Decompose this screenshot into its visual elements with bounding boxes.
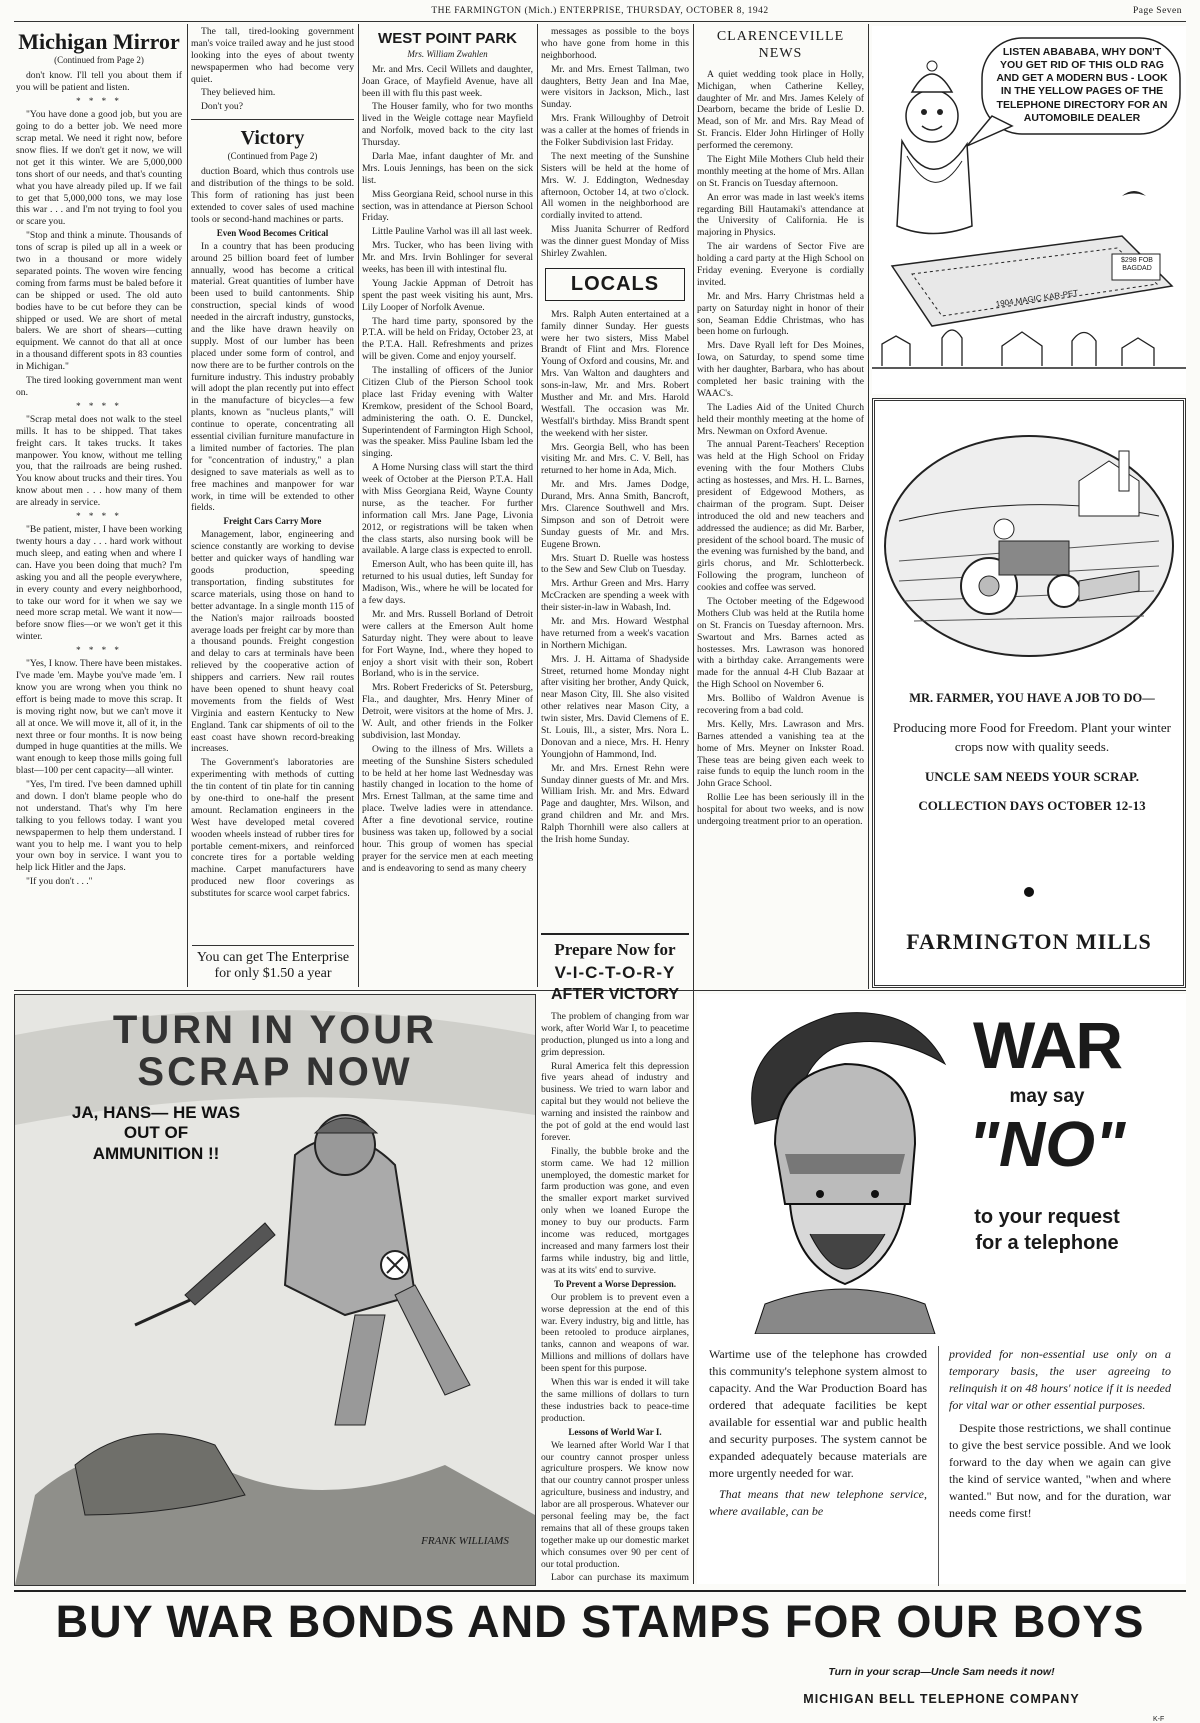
paragraph: The air wardens of Sector Five are holding a card party at the High School on Friday evening. Everyone is cordially invited.	[697, 241, 864, 288]
scrap-slogan: Turn in your scrap—Uncle Sam needs it now!	[828, 1666, 1055, 1678]
paragraph: The hard time party, sponsored by the P.T.A. will be held on Friday, October 23, at the P.T.A. Hall. Refreshments and prizes will be given. Come and enjoy yourself.	[362, 315, 533, 363]
paragraph: They believed him.	[201, 87, 276, 99]
paragraph: The Ladies Aid of the United Church held their monthly meeting at the home of Mrs. Newman on Oxford Avenue.	[697, 401, 864, 437]
bell-right-italic: provided for non-essential use only on a temporary basis, the user agreeing to relinquish it on 48 hours' notice if it is needed for vital war or other essential purposes.	[949, 1347, 1171, 1413]
bell-left-text: Wartime use of the telephone has crowded this community's telephone system almost to capacity. And the War Production Board has ordered that adequate facilities be kept available for essential war and public health and security purposes. The system cannot be expanded adequately because materials are more urgently needed for war.	[709, 1347, 927, 1481]
column-rule	[537, 24, 538, 987]
paragraph: "Yes, I'm tired. I've been damned uphill and down. I don't blame people who do not understand. That's why I'm here talking to you fellows today. I want you newspapermen to help them understand. I want you to help me. I want you to help your own boy in service. I want you to help lick Hitler and the Japs.	[16, 779, 182, 874]
farmington-mills-ad	[872, 398, 1186, 988]
paragraph: "Stop and think a minute. Thousands of tons of scrap is piled up all in a week or two in a thousand or more widely separated points. The woven wire fencing coming from farms must be baled before it can be shipped or used. The old auto bodies have to be cut before they can be shipped or used. We are short of metal balers. We are short of shears—cutting equipment. We cannot do that all at once in a thousand different spots in 83 counties in Michigan."	[16, 230, 182, 373]
may-say-text: may say	[1009, 1086, 1085, 1107]
news-and-locals-column	[541, 26, 689, 926]
masthead-rule	[14, 21, 1186, 22]
paragraph: Mr. and Mrs. James Dodge, Durand, Mrs. Anna Smith, Bancroft, Mrs. Clarence Southwell and Mrs. Simpson and son of Detroit were Sunday guests of Mr. and Mrs. Eugene Brown.	[541, 479, 689, 550]
column-rule	[693, 24, 694, 1584]
paragraph: "You have done a good job, but you are going to do a better job. We need more scrap metal. We need it right now, before snow flies. If we don't get it now, we will not get it this winter. We are 5,000,000 tons short of our needs, and that's counting what you have already piled up. If we fail to get that 5,000,000 tons, we may lose this war . . . and I'm not trying to fool you or scare you.	[16, 109, 182, 228]
paragraph: don't know. I'll tell you about them if you will be patient and listen.	[16, 70, 182, 94]
mills-line-1: MR. FARMER, YOU HAVE A JOB TO DO—	[909, 691, 1155, 705]
paragraph: The tired looking government man went on.	[16, 374, 182, 398]
masthead	[0, 6, 1200, 22]
bell-right-text: Despite those restrictions, we shall continue to give the best service possible. And we look forward to the day when we again can give the kind of service wanted, "when and where wanted." But now, and for the duration, war needs come first!	[949, 1421, 1171, 1521]
paragraph: The installing of officers of the Junior Citizen Club of the Pierson School took place last Friday evening with Walter Kremkow, president of the School Board, administering the oath. O. E. Dunckel, Superintendent of Farmington High School, was the speaker. Miss Pauline Isbam led the singing.	[362, 365, 533, 460]
subheading: Even Wood Becomes Critical	[216, 227, 329, 238]
paragraph: A quiet wedding took place in Holly, Michigan, when Catherine Kelley, daughter of Mr. and Mrs. James Kelely of Dearborn, became the bride of Leslie D. Mead, son of Mr. and Mrs. Ray Mead of St. Francis. Elder John Hirlinger of Holly performed the ceremony.	[697, 68, 864, 152]
separator: * * * *	[76, 400, 122, 411]
locals-heading: LOCALS	[570, 272, 660, 295]
mills-ad-copy	[887, 689, 1177, 816]
paragraph: The October meeting of the Edgewood Mothers Club was held at the Rutila home on St. Francis on Tuesday afternoon. Mrs. Swartout and Mrs. Barnes acted as hostesses. Mrs. Lawrason was honored with a birthday cake. Arrangements were made for the annual 4-H Club Bazaar at the High School on November 6.	[697, 596, 864, 691]
cartoon-caption: JA, HANS— HE WAS OUT OF AMMUNITION !!	[71, 1103, 241, 1163]
telephone-directory-ad	[872, 26, 1186, 394]
prepare-now-article	[541, 933, 689, 1583]
subheading: Lessons of World War I.	[568, 1426, 662, 1437]
paragraph: A Home Nursing class will start the third week of October at the Pierson P.T.A. Hall with Miss Georgiana Reid, Wayne County nurse, as the teacher. For further information call Mrs. Jane Page, Livonia 2012, or registrations will be taken when the class starts, also nursing book will be available. A large class is expected to enroll.	[362, 462, 533, 557]
paragraph: Mrs. Kelly, Mrs. Lawrason and Mrs. Barnes attended a vanishing tea at the home of Mrs. Meyner on Inkster Road. These teas are being given each week to raise funds to equip the lunch room in the John Grace School.	[697, 718, 864, 790]
byline: Mrs. William Zwahlen	[407, 48, 488, 59]
paragraph: Management, labor, engineering and science constantly are working to devise better and quicker ways of handling war goods production, speeding transportation, finding substitutes for scarce materials, using those on hand to better advantage. In a single month 115 of the Nation's major railroads boosted average loads per freight car by more than a thousand pounds. Freight congestion and delay to cars at terminals have been relieved by the cooperative action of shippers and carriers. New rail routes have been opened to shunt heavy coal movements from the fields of West Virginia and eastern Kentucky to New England. Tank car shipments of oil to the east coast have shown record-breaking increases.	[191, 529, 354, 755]
paragraph: Miss Juanita Schurrer of Redford was the dinner guest Monday of Miss Shirley Zwahlen.	[541, 224, 689, 260]
paragraph: Finally, the bubble broke and the storm came. We had 12 million unemployed, the domestic market for farm production was gone, and even the smaller export market survived only when we loaned Europe the money to buy our products. Farm income was reduced, mortgages increased and many farmers lost their farms while industry, big and little, was at its wits' end to survive.	[541, 1145, 689, 1276]
paragraph: Labor can purchase its maximum	[551, 1572, 689, 1583]
paragraph: Don't you?	[201, 101, 243, 113]
paragraph: Mrs. Dave Ryall left for Des Moines, Iowa, on Saturday, to spend some time with her daughter, Barbara, who has about completed her basic training with the WAAC's.	[697, 340, 864, 399]
column-rule	[187, 24, 188, 987]
column-heading: CLARENCEVILLE NEWS	[716, 29, 845, 62]
company-name: MICHIGAN BELL TELEPHONE COMPANY	[803, 1692, 1080, 1706]
paragraph: Mrs. Bollibo of Waldron Avenue is recovering from a bad cold.	[697, 693, 864, 717]
carpet-label: 1904 MAGIC KAR-PET	[995, 288, 1079, 309]
paragraph: "Be patient, mister, I have been working twenty hours a day . . . hard work without much sleep, and eating when and where I can. Have you been doing that much? I'm asking you and all the people everywhere, in every county and every neighborhood, to take our word for it when we say we need more scrap metal. We want it now—before snow flies—or we won't get it this winter.	[16, 524, 182, 643]
paragraph: An error was made in last week's items regarding Bill Hautamaki's attendance at the University of California. He is majoring in Physics.	[697, 191, 864, 239]
paragraph: messages as possible to the boys who have gone from home in this neighborhood.	[541, 26, 689, 61]
paragraph: Mrs. Georgia Bell, who has been visiting Mr. and Mrs. C. V. Bell, has returned to her home in Ada, Mich.	[541, 441, 689, 477]
paragraph: Mrs. Robert Fredericks of St. Petersburg, Fla., and daughter, Mrs. Henry Miner of Detroit, were visitors at the home of Mrs. J. W. Ault, and other friends in the Folker subdivision, last Monday.	[362, 682, 533, 741]
bell-ad-left-column	[709, 1346, 927, 1520]
separator: * * * *	[76, 645, 122, 656]
paragraph: The problem of changing from war work, after World War I, to peacetime production, plunged us into a long and grim depression.	[541, 1010, 689, 1058]
paragraph: The tall, tired-looking government man's voice trailed away and he just stood looking into the eyes of about twenty newspapermen who had become very quiet.	[191, 26, 354, 85]
request-line-2: for a telephone	[975, 1232, 1119, 1254]
war-heading: WAR	[973, 1008, 1121, 1082]
paragraph: Mr. and Mrs. Russell Borland of Detroit were callers at the Emerson Ault home Saturday night. They were about to leave for Fort Wayne, Ind., where they hoped to enjoy a short visit with their son, Robert Borland, who is in the service.	[362, 608, 533, 680]
continued-note: (Continued from Page 2)	[54, 55, 144, 66]
paragraph: Mrs. J. H. Aittama of Shadyside Street, returned home Monday night after visiting her brother, Andy Quick, near Mason City, Ill. She also visited other relatives near Mason City, a twin sister, Mrs. David Clemens of E. St. Louis, Ill., a sister, Mrs. Nora L. Donovan and a niece, Mrs. H. Henry Youngjohn of Hammond, Ind.	[541, 653, 689, 760]
clarenceville-news-column	[697, 26, 864, 986]
paragraph: The Eight Mile Mothers Club held their monthly meeting at the home of Mrs. Allan on St. Francis on Tuesday afternoon.	[697, 153, 864, 189]
prepare-heading-3: AFTER VICTORY	[550, 986, 679, 1004]
paragraph: Mr. and Mrs. Ernest Rehn were Sunday dinner guests of Mr. and Mrs. William Irish. Mr. and Mrs. Edward Page and daughter, Mrs. Wilson, and grand children and Mr. and Mrs. Ralph Thornhill were also callers at the Irish home Sunday.	[541, 762, 689, 846]
scrap-cartoon	[14, 994, 536, 1586]
prepare-heading-1: Prepare Now for	[554, 940, 676, 959]
west-point-park-column	[362, 26, 533, 986]
paragraph: Young Jackie Appman of Detroit has spent the past week visiting his aunt, Mrs. Lily Looper of Norfolk Avenue.	[362, 277, 533, 313]
mills-line-2: Producing more Food for Freedom. Plant your winter crops now with quality seeds.	[892, 719, 1171, 755]
ad-code: K-F	[1153, 1716, 1165, 1723]
paragraph: Mr. and Mrs. Ernest Tallman, two daughters, Betty Jean and Ina Mae, were visitors in Jackson, Mich., last Sunday.	[541, 63, 689, 111]
war-bonds-banner: BUY WAR BONDS AND STAMPS FOR OUR BOYS	[55, 1596, 1145, 1647]
speech-bubble-text: LISTEN ABABABA, WHY DON'T YOU GET RID OF THIS OLD RAG AND GET A MODERN BUS - LOOK IN THE YELLOW PAGES OF THE TELEPHONE DIRECTORY FOR AN AUTOMOBILE DEALER	[996, 46, 1168, 124]
mills-line-4: COLLECTION DAYS OCTOBER 12-13	[918, 798, 1146, 814]
paragraph: Emerson Ault, who has been quite ill, has returned to his usual duties, left Sunday for Madison, Wis., where he will be located for a few days.	[362, 559, 533, 607]
bell-column-rule	[938, 1346, 939, 1586]
request-line-1: to your request	[974, 1206, 1120, 1228]
locals-banner	[545, 268, 685, 301]
paragraph: Mrs. Arthur Green and Mrs. Harry McCracken are spending a week with their sister-in-law in Wabash, Ind.	[541, 578, 689, 614]
masthead-title: THE FARMINGTON (Mich.) ENTERPRISE, THURSDAY, OCTOBER 8, 1942	[431, 6, 769, 16]
paragraph: "Scrap metal does not walk to the steel mills. It has to be shipped. That takes freight cars. It takes trucks. It takes manpower. You know, without me telling you, that the railroads are being rushed. You know about trucks and their tires. You know about men . . . how many of them are already in service.	[16, 413, 182, 509]
article-heading: Michigan Mirror	[18, 29, 180, 54]
paragraph: Owing to the illness of Mrs. Willets a meeting of the Sunshine Sisters scheduled to be held at her home last Wednesday was hastily changed in location to the home of Mrs. Ernest Tallman, at the same time and place. Twelve ladies were in attendance. After a fine devotional service, routine business was taken up, followed by a social hour. This group of women has special prayer for the service men at each meeting and is endeavoring to send as many cheery	[362, 743, 533, 874]
paragraph: "Yes, I know. There have been mistakes. I've made 'em. Maybe you've made 'em. I know you are wrong when you think no effort is being made to move this scrap. It is moving right now, but we can't move it all at once. We will move it, all of it, in the next three or four months. It is now being dumped in huge quantities at the mills. We want enough to keep those mills going full blast—100 per cent capacity—all winter.	[16, 658, 182, 777]
article-heading: Victory	[240, 127, 305, 150]
paragraph: Rural America felt this depression five years ahead of industry and business. We tried to warn labor and capital but they would not believe the warning and insisted the rainbow and the pot of gold at the end would last forever.	[541, 1060, 689, 1143]
paragraph: duction Board, which thus controls use and distribution of the things to be sold. This form of rationing has just been extended to cover sales of used machine tools or second-hand machines or parts.	[191, 166, 354, 225]
paragraph: Mrs. Ralph Auten entertained at a family dinner Sunday. Her guests were her two sisters, Miss Mabel Brandt of Flint and Mrs. Florence Young of Oxford and cousins, Mr. and Mrs. Van Walton and daughters and sons-in-law, Mr. and Mrs. Robert Musther and Mr. and Mrs. Harold Westfall. The occasion was Mr. Westfall's birthday. Miss Brandt spent the weekend with her sister.	[541, 308, 689, 439]
divider	[191, 119, 354, 120]
paragraph: "If you don't . . ."	[26, 876, 93, 888]
paragraph: Rollie Lee has been seriously ill in the hospital for about two weeks, and is now undergoing treatment prior to an operation.	[697, 792, 864, 828]
column-rule	[358, 24, 359, 987]
subheading: To Prevent a Worse Depression.	[554, 1278, 676, 1289]
column-heading: WEST POINT PARK	[378, 30, 517, 47]
footer-rule	[14, 1590, 1186, 1592]
subscription-promo: You can get The Enterprise for only $1.50 a year	[192, 945, 354, 982]
page-number: Page Seven	[1132, 6, 1182, 16]
paragraph: The next meeting of the Sunshine Sisters will be held at the home of Mrs. W. J. Eddington, Wednesday afternoon, October 14, at two o'clock. All women in the neighborhood are cordially invited to attend.	[541, 150, 689, 222]
paragraph: Our problem is to prevent even a worse depression at the end of this war. Every industry, big and little, has been retooled to produce airplanes, tanks, cannon and weapons of war. Millions and millions of dollars have been spent for this purpose.	[541, 1291, 689, 1375]
paragraph: Mrs. Stuart D. Ruelle was hostess to the Sew and Sew Club on Tuesday.	[541, 552, 689, 576]
cartoon-signature: FRANK WILLIAMS	[421, 1535, 509, 1547]
bell-left-italic: That means that new telephone service, where available, can be	[709, 1487, 927, 1519]
mills-line-3: UNCLE SAM NEEDS YOUR SCRAP.	[925, 768, 1139, 784]
paragraph: We learned after World War I that our country cannot prosper unless agriculture prospers. We know now that our country cannot prosper unless agriculture, business and industry, and labor are all prosperous. Whatever our personal feeling may be, the fact remains that all of these groups taken together make up our domestic market which consumes over 90 per cent of our total production.	[541, 1439, 689, 1570]
price-tag: $298 FOB BAGDAD	[1121, 257, 1153, 272]
paragraph: Miss Georgiana Reid, school nurse in this section, was in attendance at Pierson School Friday.	[362, 188, 533, 224]
bell-ad-right-column	[949, 1346, 1171, 1522]
paragraph: When this war is ended it will take the same millions of dollars to turn these industries back to peace-time production.	[541, 1376, 689, 1424]
tractor-illustration	[879, 421, 1179, 671]
michigan-bell-ad	[697, 994, 1186, 1723]
victory-article	[191, 26, 354, 986]
michigan-mirror-article	[16, 26, 182, 986]
mills-name: FARMINGTON MILLS	[906, 929, 1152, 954]
separator: * * * *	[76, 511, 122, 522]
paragraph: Mr. and Mrs. Howard Westphal have returned from a week's vacation in Northern Michigan.	[541, 615, 689, 651]
paragraph: The annual Parent-Teachers' Reception was held at the High School on Friday evening with the four Mothers Clubs acting as hostesses, and Mrs. H. L. Barnes, president of Edgewood Mothers, as chairman of the program. Supt. Deiser introduced the old and new teachers and addressed the audience; as did Mr. Barber, president of the school board. The music of the evening was furnished by the band, and girls chorus, and Mr. Schlotterbeck. Following the program, luncheon of cookies and coffee was served.	[697, 439, 864, 594]
continued-note: (Continued from Page 2)	[227, 151, 318, 162]
paragraph: The Government's laboratories are experimenting with methods of cutting the tin content of tin plate for tin canning by one-third to one-half the present amount. Reclamation engineers in the West have developed metal covered wooden wheels instead of rubber tires for portable cement-mixers, and reinforced concrete tires for a portable welding machine. Carpet manufacturers have produced new floor coverings as substitutes for scarce wool carpet fabrics.	[191, 757, 354, 900]
cartoon-banner: TURN IN YOUR SCRAP NOW	[112, 1008, 438, 1094]
prepare-heading-2: V-I-C-T-O-R-Y	[554, 963, 676, 983]
separator: * * * *	[76, 96, 122, 107]
subheading: Freight Cars Carry More	[223, 516, 322, 527]
paragraph: Mr. and Mrs. Harry Christmas held a party on Saturday night in honor of their son, Seaman Eddie Christmas, who has been home on furlough.	[697, 290, 864, 338]
paragraph: In a country that has been producing around 25 billion board feet of lumber annually, wood has become a critical material. Great quantities of lumber have been used to build cantonments. Ship construction, special kinds of wood needed in the aircraft industry, gunstocks, and the like have drawn heavily on supply. Most of our lumber has been placed under some form of control, and now there are to be further controls on the furniture industry. This industry probably will adopt the plan recently put into effect in the manufacture of bicycles—a few plants, known as "nucleus plants," will continue to operate, concentrating all essential civilian furniture manufacture in a limited number of factories. The plan for "concentration of industry," a plan designed to save materials as well as to free machines and manpower for war work, in time will be extended to other fields.	[191, 240, 354, 514]
paragraph: The Houser family, who for two months lived in the Weigle cottage near Mayfield and Norfolk, moved back to the city last Thursday.	[362, 101, 533, 149]
paragraph: Mr. and Mrs. Cecil Willets and daughter, Joan Grace, of Mayfield Avenue, have all been ill with flu this past week.	[362, 63, 533, 99]
bullet-dot	[1024, 887, 1034, 897]
paragraph: Mrs. Tucker, who has been living with Mr. and Mrs. Irvin Bohlinger for several weeks, has been ill with intestinal flu.	[362, 240, 533, 275]
paragraph: Little Pauline Varhol was ill all last week.	[372, 226, 533, 238]
no-heading: "NO"	[968, 1108, 1126, 1180]
column-rule	[868, 24, 869, 989]
paragraph: Darla Mae, infant daughter of Mr. and Mrs. Louis Jennings, has been on the sick list.	[362, 150, 533, 186]
paragraph: Mrs. Frank Willoughby of Detroit was a caller at the homes of friends in the Folker Subdivision last Friday.	[541, 113, 689, 149]
